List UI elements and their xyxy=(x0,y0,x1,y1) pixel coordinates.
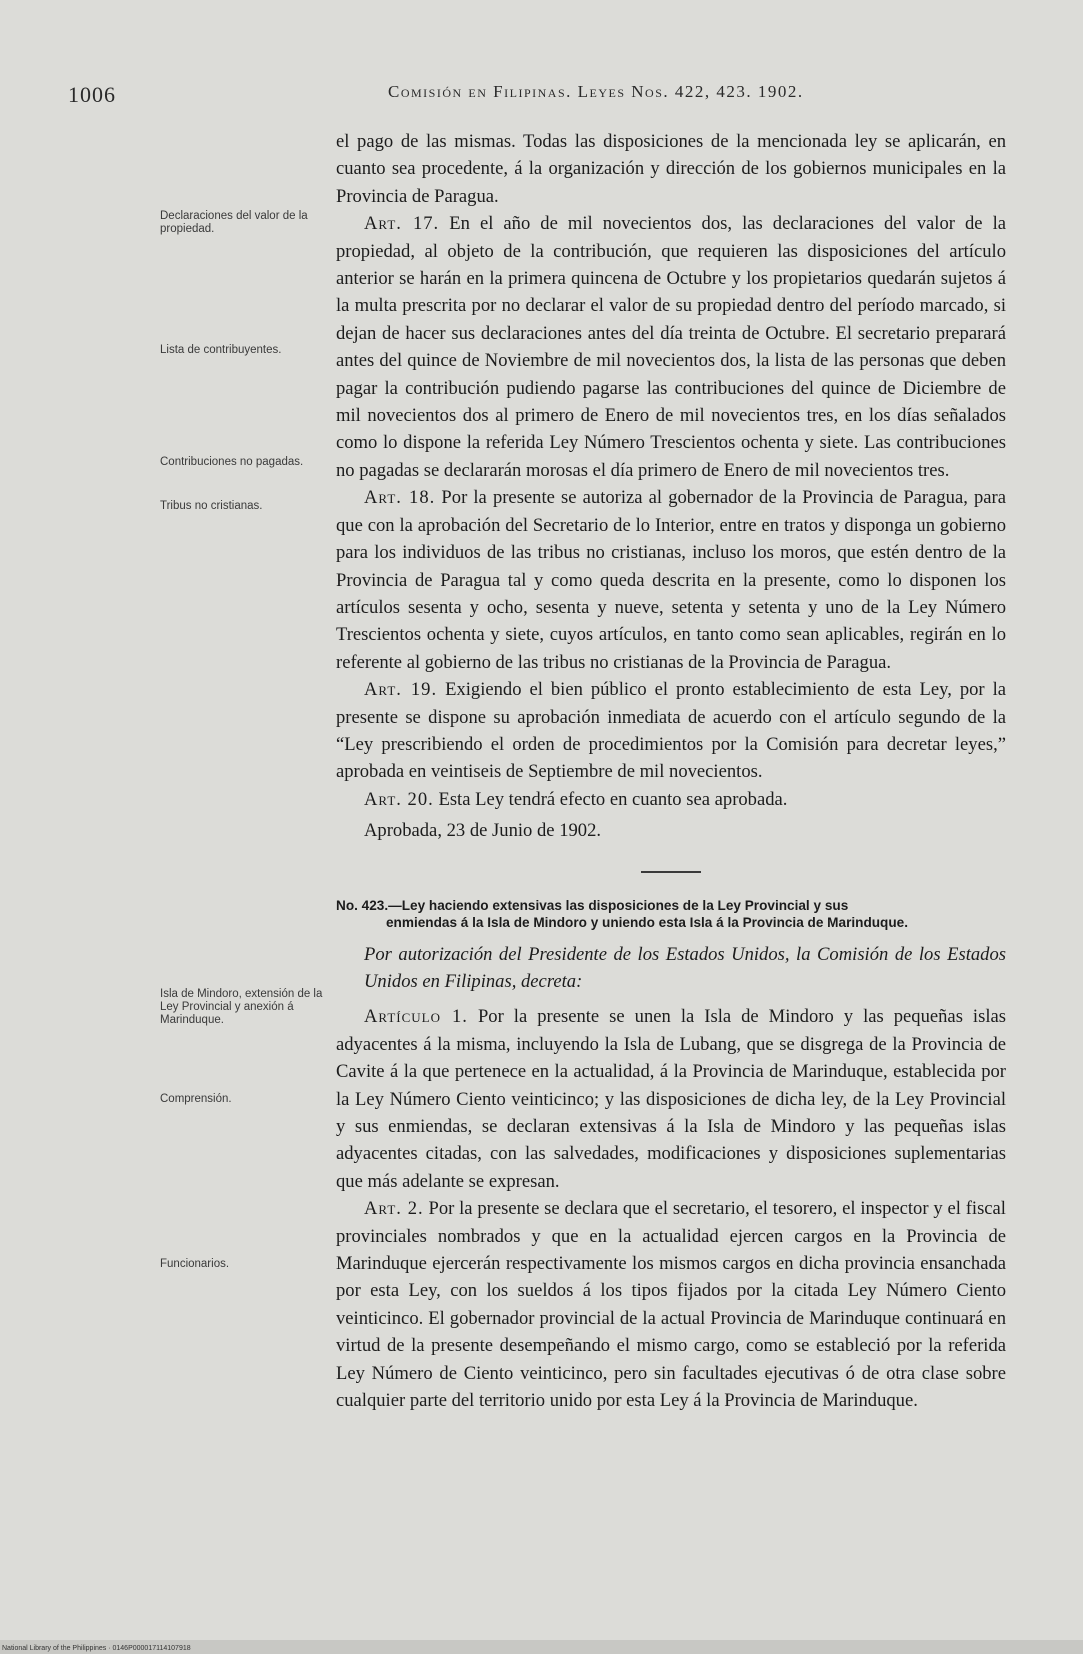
article-label: Art. 19. xyxy=(364,679,438,701)
article-20 xyxy=(336,786,1006,813)
article-text: Por la presente se unen la Isla de Mindoro y las pequeñas islas adyacentes á la misma, incluyendo la Isla de Lubang, que se disgrega de la Provincia de Cavite á la que pertenece en la actualidad, á la Provincia de Marinduque, establecida por la Ley Número Ciento veinticinco; y las disposiciones de dicha ley, de la Ley Provincial y sus enmiendas, se declaran extensivas á la Isla de Mindoro y las pequeñas islas adyacentes citadas, con las salvedades, modificaciones y disposiciones suplementarias que más adelante se expresan. xyxy=(336,1006,1006,1192)
section-divider xyxy=(641,871,701,873)
margin-note-declaraciones: Declaraciones del valor de la propiedad. xyxy=(160,210,308,235)
footer-text: National Library of the Philippines · 0146P000017114107918 xyxy=(2,1645,191,1652)
article-1 xyxy=(336,1003,1006,1195)
running-head: Comisión en Filipinas. Leyes Nos. 422, 423. 1902. xyxy=(388,82,804,101)
approval-date: Aprobada, 23 de Junio de 1902. xyxy=(364,820,602,842)
article-19 xyxy=(336,676,1006,786)
article-text: Exigiendo el bien público el pronto establecimiento de esta Ley, por la presente se dispone su aprobación inmediata de acuerdo con el artículo segundo de la “Ley prescribiendo el orden de procedimientos por la Comisión para decretar leyes,” aprobada en veintiseis de Septiembre de mil novecientos. xyxy=(336,679,1006,783)
article-label: Artículo 1. xyxy=(364,1006,468,1028)
margin-note-lista-contribuyentes: Lista de contribuyentes. xyxy=(160,344,282,356)
paragraph-continuation: el pago de las mismas. Todas las disposiciones de la mencionada ley se aplicarán, en cuanto sea procedente, á la organización y dirección de los gobiernos municipales en la Provincia de Paragua. xyxy=(336,131,1006,207)
article-18 xyxy=(336,484,1006,676)
article-text: Por la presente se declara que el secretario, el tesorero, el inspector y el fiscal provinciales nombrados y que en la actualidad ejercen cargos en la Provincia de Marinduque ejercerán respectivamente los mismos cargos en dicha provincia ensanchada por esta Ley, con los sueldos á los tipos fijados por la citada Ley Número Ciento veinticinco. El gobernador provincial de la actual Provincia de Marinduque continuará en virtud de la presente desempeñando el mismo cargo, como se estableció por la referida Ley Número de Ciento veinticinco, pero sin facultades ejecutivas ó de otra clase sobre cualquier parte del territorio unido por esta Ley á la Provincia de Marinduque. xyxy=(336,1198,1006,1412)
article-label: Art. 17. xyxy=(364,213,440,235)
article-text: Por la presente se autoriza al gobernador de la Provincia de Paragua, para que con la aprobación del Secretario de lo Interior, entre en tratos y disponga un gobierno para los individuos de las tribus no cristianas, incluso los moros, que estén dentro de la Provincia de Paragua tal y como queda descrita en la presente, como lo disponen los artículos sesenta y ocho, sesenta y nueve, setenta y setenta y uno de la Ley Número Trescientos ochenta y siete, cuyos artículos, en tanto como sean aplicables, regirán en lo referente al gobierno de las tribus no cristianas de la Provincia de Paragua. xyxy=(336,487,1006,673)
margin-note-contribuciones-no-pagadas: Contribuciones no pagadas. xyxy=(160,456,304,468)
enacting-clause: Por autorización del Presidente de los Estados Unidos, la Comisión de los Estados Unidos en Filipinas, decreta: xyxy=(364,943,1006,992)
law-heading-continuation: enmiendas á la Isla de Mindoro y uniendo esta Isla á la Provincia de Marinduque. xyxy=(386,914,908,930)
article-label: Art. 20. xyxy=(364,788,434,810)
article-text: Esta Ley tendrá efecto en cuanto sea aprobada. xyxy=(433,788,788,810)
page-number: 1006 xyxy=(68,82,116,107)
article-text: En el año de mil novecientos dos, las declaraciones del valor de la propiedad, al objeto de la contribución, que requieren las disposiciones del artículo anterior se harán en la primera quincena de Octubre y los propietarios quedarán sujetos á la multa prescrita por no declarar el valor de su propiedad dentro del período marcado, si dejan de hacer sus declaraciones antes del día treinta de Octubre. El secretario preparará antes del quince de Noviembre de mil novecientos dos, la lista de las personas que deben pagar la contribución pudiendo pagarse las contribuciones del quince de Diciembre de mil novecientos dos al primero de Enero de mil novecientos tres, en los días señalados como lo dispone la referida Ley Número Trescientos ochenta y siete. Las contribuciones no pagadas se declararán morosas el día primero de Enero de mil novecientos tres. xyxy=(336,213,1006,481)
margin-note-isla-mindoro: Isla de Mindoro, extensión de la Ley Provincial y anexión á Marinduque. xyxy=(160,988,323,1026)
article-2 xyxy=(336,1195,1006,1414)
margin-note-tribus: Tribus no cristianas. xyxy=(160,500,263,512)
margin-note-comprension: Comprensión. xyxy=(160,1093,232,1105)
law-heading xyxy=(336,897,1006,931)
body-text xyxy=(336,128,1006,1414)
article-label: Art. 18. xyxy=(364,487,436,509)
margin-note-funcionarios: Funcionarios. xyxy=(160,1258,230,1270)
article-label: Art. 2. xyxy=(364,1198,424,1220)
article-17 xyxy=(336,210,1006,484)
law-heading-line: No. 423.—Ley haciendo extensivas las disposiciones de la Ley Provincial y sus xyxy=(336,897,849,913)
